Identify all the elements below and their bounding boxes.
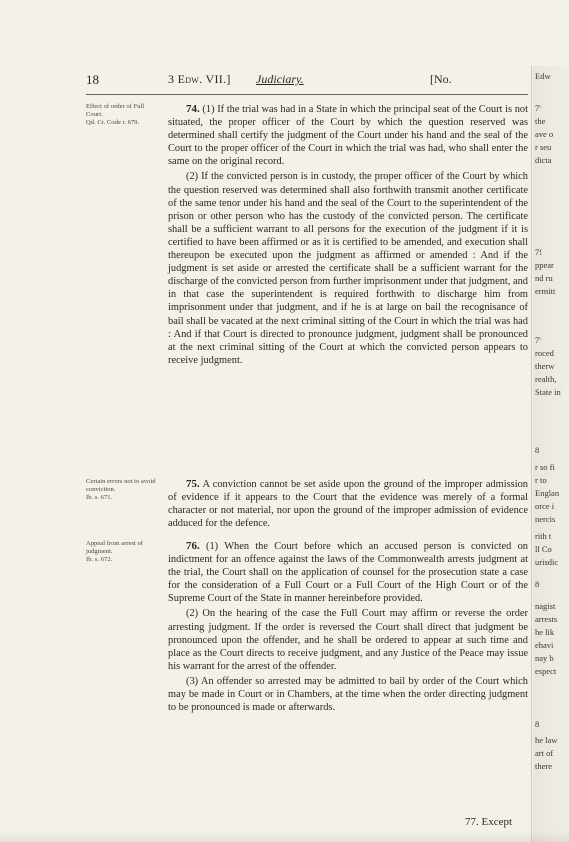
facing-fragment: roced — [535, 348, 554, 358]
reign-citation: 3 Edw. VII.] — [168, 72, 231, 86]
facing-fragment: realth, — [535, 374, 557, 384]
facing-fragment: therw — [535, 361, 555, 371]
facing-fragment: he lik — [535, 627, 555, 637]
facing-fragment: r to — [535, 475, 547, 485]
facing-fragment: nd ru — [535, 273, 553, 283]
section-75 — [168, 478, 528, 532]
section-76-sub-1: (1) When the Court before which an accused person is convicted on indictment for an offence against the laws of the Commonwealth arrests judgment at the trial, the Court shall on the application of counsel for the prosecution state a case for the consideration of a Full Court or a Full Court of the High Court or of the Supreme Court of the State in manner hereinbefore provided. — [168, 541, 528, 605]
facing-fragment: rith t — [535, 531, 552, 541]
section-74 — [168, 103, 528, 369]
section-76-sub-2: (2) On the hearing of the case the Full Court may affirm or reverse the order arresting judgment. If the order is reversed the Court shall direct that judgment be pronounced upon the offender, and he shall be ordered to appear at such time and place as the Court directs to receive judgment, and any Justice of the Peace may issue his warrant for the arrest of the offender. — [168, 608, 528, 672]
page-bottom-shadow — [0, 830, 569, 842]
facing-fragment: nay b — [535, 653, 554, 663]
facing-fragment: ehavi — [535, 640, 554, 650]
running-title: Judiciary. — [256, 72, 304, 86]
margin-note-effect-of-order: Effect of order of Full Court. Qd. Cr. Code r. 679. — [86, 103, 145, 126]
facing-fragment: 7' — [535, 103, 541, 113]
facing-fragment: nagist — [535, 601, 556, 611]
facing-fragment: 8 — [535, 719, 540, 729]
section-76-sub-3: (3) An offender so arrested may be admitted to bail by order of the Court which may be made in Court or in Chambers, at the time when the order directing judgment to be pronounced is made or afterwards. — [168, 675, 528, 714]
running-head — [0, 72, 569, 92]
catchword: 77. Except — [465, 816, 513, 828]
facing-fragment: urisdic — [535, 557, 559, 567]
facing-fragment: arrests — [535, 614, 558, 624]
facing-fragment: Englan — [535, 488, 560, 498]
facing-fragment: espect — [535, 666, 557, 676]
facing-fragment: orce i — [535, 501, 555, 511]
section-76 — [168, 540, 528, 716]
section-number: 74. — [186, 103, 200, 115]
section-number: 76. — [186, 540, 200, 552]
facing-fragment: r seu — [535, 142, 552, 152]
margin-note-appeal-arrest: Appeal from arrest of judgment. Ib. s. 672. — [86, 540, 143, 563]
page-number: 18 — [86, 72, 99, 87]
facing-fragment: art of — [535, 748, 554, 758]
facing-fragment: ermitt — [535, 286, 556, 296]
section-number: 75. — [186, 478, 200, 490]
facing-fragment: 7' — [535, 335, 541, 345]
facing-fragment: there — [535, 761, 552, 771]
facing-fragment: nercis — [535, 514, 556, 524]
facing-fragment: ll Co — [535, 544, 552, 554]
section-74-sub-2: (2) If the convicted person is in custody, the proper officer of the Court by which the question reserved was determined shall also forthwith transmit another certificate of the same tenor under his hand and the seal of the Court to the superintendent of the prison or other person who has the custody of the convicted person. The certificate shall be a sufficient warrant to all persons for the execution of the judgment if it is certified to have been affirmed or as it is certified to be amended, and execution shall thereupon be executed upon the judgment as affirmed or amended : And if the judgment is set aside or arrested the certificate shall be a sufficient warrant for the discharge of the convicted person from further imprisonment under that judgment, and in that case the superintendent is required forthwith to discharge him from imprisonment under that judgment, and if he is at large on bail the recognisance of bail shall be vacated at the next criminal sitting of the Court in which the trial was had : And if that Court is directed to pronounce judgment, judgment shall be pronounced at the next criminal sitting of the Court at which the convicted person appears to receive judgment. — [168, 171, 528, 366]
facing-fragment: 8 — [535, 579, 540, 589]
facing-fragment: 7! — [535, 247, 543, 257]
section-75-text: A conviction cannot be set aside upon the ground of the improper admission of evidence if it appears to the Court that the evidence was merely of a formal character or not material, nor upon the ground of the improper admission of evidence adduced for the defence. — [168, 479, 528, 530]
margin-note-certain-errors: Certain errors not to avoid conviction. Ib. s. 671. — [86, 478, 156, 501]
section-74-sub-1: (1) If the trial was had in a State in which the principal seat of the Court is not situated, the proper officer of the Court by which the question reserved was determined shall certify the judgment of the Court under his hand and the seal of the Court to the proper officer of the Court in which the trial was had, who shall enter the same on the original record. — [168, 104, 528, 168]
gutter-edge — [531, 66, 532, 842]
header-rule — [86, 94, 528, 95]
facing-fragment: the — [535, 116, 546, 126]
facing-fragment: ave o — [535, 129, 554, 139]
facing-fragment: Edw — [535, 71, 551, 81]
act-number-label: [No. — [430, 72, 452, 86]
facing-fragment: State in — [535, 387, 561, 397]
facing-fragment: dicta — [535, 155, 552, 165]
facing-fragment: ppear — [535, 260, 554, 270]
facing-page-strip — [533, 66, 569, 842]
facing-fragment: r so fi — [535, 462, 555, 472]
facing-fragment: 8 — [535, 445, 540, 455]
facing-fragment: he law — [535, 735, 558, 745]
